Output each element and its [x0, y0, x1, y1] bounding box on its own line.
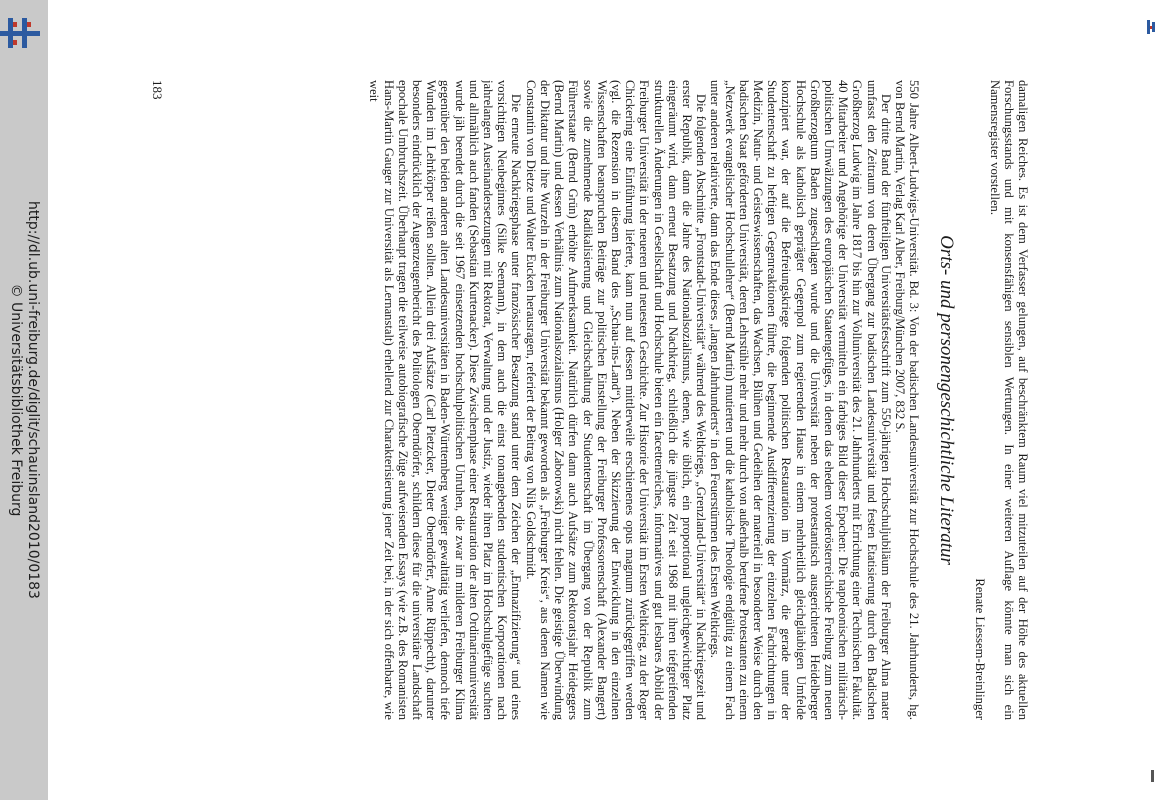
review-signature: Renate Liessem-Breinlinger	[973, 578, 988, 720]
intro-paragraph: damaligen Reiches. Es ist dem Verfasser gelungen, auf beschränktem Raum viel mitzuteilen auf der Höhe des aktuellen Forschungsstands und mit konsensfähigen sensiblen Wertungen. In einer weiteren Auflage könnte man sich ein Namensregister vorstellen.	[987, 80, 1030, 720]
scanned-page-area	[130, 0, 1050, 800]
page-body	[194, 80, 1030, 720]
university-library-logo-icon	[0, 12, 40, 52]
body-paragraph: Die folgenden Abschnitte „Frontstadt-Universität“ während des Weltkriegs, „Grenzland-Universität“ in Nachkriegszeit und erster Republik, dann die Jahre des Nationalsozialismus, denen, wie üblich, ein proportional ungleichgewichtiger Platz eingeräumt wird, dann erneut Besatzung und Nachkrieg, schließlich die jüngste Zeit seit 1968 mit ihren tiefgreifenden strukturellen Änderungen in Gesellschaft und Hochschule bieten ein facettenreiches, informatives und gut lesbares Abbild der Freiburger Universität in der neueren und neuesten Geschichte. Zur Historie der Universität im Ersten Weltkrieg, zu der Roger Chickering eine Einführung lieferte, kann nun auf dessen mittlerweile erschienenes opus magnum zurückgegriffen werden (vgl. die Rezension in diesem Band des „Schau-ins-Land“). Neben der Skizzierung der Entwicklung in den einzelnen Wissenschaften beanspruchen Beiträge zur politischen Einstellung der Freiburger Professorenschaft (Alexander Bangert) sowie die zunehmende Radikalisierung und Gleichschaltung der Studentenschaft im Übergang von der Republik zum Führerstaate (Bernd Grün) erhöhte Aufmerksamkeit. Natürlich dürfen dann auch Aufsätze zum Rektoratsjahr Heideggers (Bernd Martin) und dessen Verhältnis zum Nationalsozialismus (Holger Zaborowski) nicht fehlen. Die geistige Überwindung der Diktatur und ihre Wurzeln in der Freiburger Universität bekannt geworden als „Freiburger Kreis“, aus denen Namen wie Constantin von Dietze und Walter Eucken herausragen, referiert der Beitrag von Nils Goldschmidt.	[523, 80, 709, 720]
body-paragraph: Der dritte Band der fünfteiligen Universitätsfestschrift zum 550-jährigen Hochschuljubiläum der Freiburger Alma mater umfasst den Zeitraum von deren Übergang zur badischen Landesuniversität und festen Etatisierung durch den Badischen Großherzog Ludwig im Jahre 1817 bis hin zur Volluniversität des 21. Jahrhunderts mit Errichtung einer Technischen Fakultät. 40 Mitarbeiter und Angehörige der Universität vermitteln ein farbiges Bild dieser Epochen: Die napoleonischen militärisch-politischen Umwälzungen des europäischen Staatengefüges, in denen das ehedem vorderösterreichische Freiburg zum neuen Großherzogtum Baden zugeschlagen wurde und die Universität neben der protestantisch ausgerichteten Heidelberger Hochschule als katholisch geprägter Gegenpol zum regierenden Hause in einem mehrheitlich gleichgläubigen Umfelde konzipiert war, der auf die Befreiungskriege folgenden politischen Restauration im Vormärz, die gerade unter der Studentenschaft zu heftigen Gegenreaktionen führte, die beginnende Ausdifferenzierung der einzelnen Fachrichtungen in Medizin, Natur- und Geisteswissenschaften, das Wachsen, Blühen und Gedeihen der materiell in besonderer Weise durch den badischen Staat geförderten Universität, deren Lehrstühle mehr und mehr durch von außerhalb berufene Protestanten zu einem „Netzwerk evangelischer Hochschullehrer“ (Bernd Martin) mutierten und die katholische Theologie endgültig zu einem Fach unter anderen relativierte, dann das Ende dieses „langen Jahrhunderts“ in den Feuerstürmen des Ersten Weltkriegs.	[708, 80, 893, 720]
source-url[interactable]: http://dl.ub.uni-freiburg.de/diglit/schauinsland2010/0183	[25, 201, 41, 599]
sidebar	[0, 0, 48, 800]
bibliographic-reference: 550 Jahre Albert-Ludwigs-Universität. Bd. 3: Von der badischen Landesuniversität zur Hochschule des 21. Jahrhunderts, hg. von Bernd Martin, Verlag Karl Alber, Freiburg/München 2007, 832 S.	[892, 80, 922, 720]
document-page	[150, 80, 1030, 720]
section-title: Orts- und personengeschichtliche Literatur	[936, 235, 958, 565]
body-paragraph: Die erneute Nachkriegsphase unter französischer Besatzung stand unter dem Zeichen der „Entnazifizierung“ und eines vorsichtigen Neubeginnes (Silke Seemann), in dem auch die einst tonangebenden studentischen Korporationen nach jahrelangen Auseinandersetzungen mit Rektorat, Verwaltung und der Justiz, wieder ihren Platz im Hochschulgefüge suchten und allmählich auch fanden (Sebastian Kurtenacker). Diese Zwischenphase einer Restauration der alten Ordinarienuniversität wurde jäh beendet durch die seit 1967 einsetzenden hochschulpolitischen Unruhen, die zwar im milderen Freiburger Klima gegenüber den beiden anderen alten Landesuniversitäten in Baden-Württemberg weniger gewalttätig verliefen, dennoch tiefe Wunden im Lehrkörper reißen sollten. Allein drei Aufsätze (Carl Pietzcker, Dieter Oberndörfer, Anne Rüppecht), darunter besonders eindrücklich der Augenzeugenbericht des Politologen Oberndörfer, schildern diese für die universitäre Landschaft epochale Umbruchszeit. Überhaupt tragen die teilweise autobiografische Züge aufweisenden Essays (wie z.B. des Romanisten Hans-Martin Gauger zur Universität als Lernanstalt) erhellend zur Charakterisierung jener Zeit bei, in der sich offenbarte, wie weit	[367, 80, 524, 720]
edge-mark-bottom-icon	[1149, 770, 1157, 782]
page-number: 183	[150, 80, 166, 100]
copyright-notice: © Universitätsbibliothek Freiburg	[8, 283, 24, 517]
edge-mark-icon	[1147, 20, 1157, 34]
